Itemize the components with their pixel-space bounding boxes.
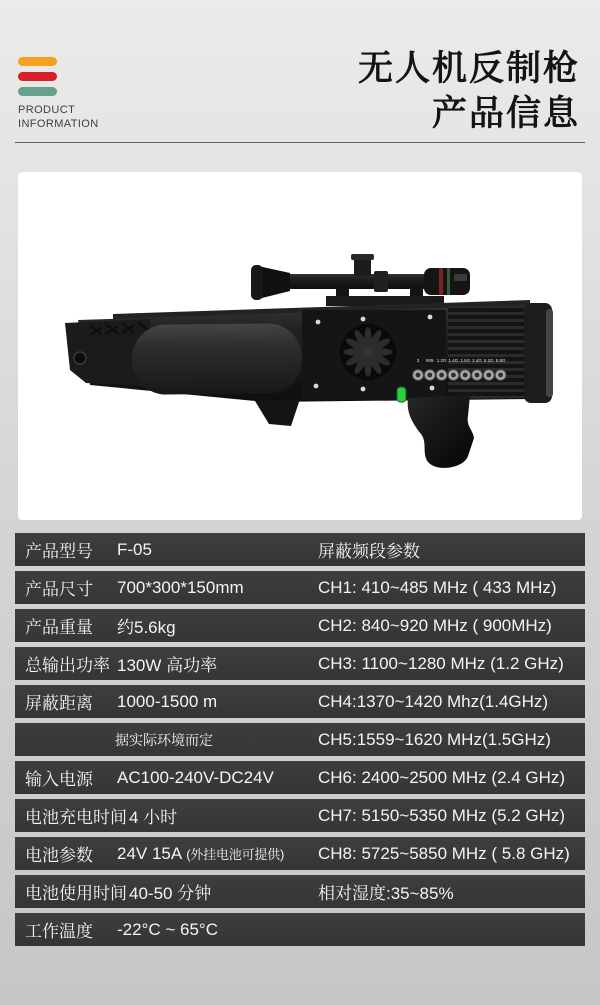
battery-cover xyxy=(132,323,303,395)
spec-right-cell: CH8: 5725~5850 MHz ( 5.8 GHz) xyxy=(318,843,570,863)
logo-caption xyxy=(18,103,99,131)
connector-frequency-label: 3 xyxy=(416,358,420,363)
spec-note: 据实际环境而定 xyxy=(115,731,213,748)
connector-frequency-label: 2.4G xyxy=(472,358,482,363)
page-header xyxy=(0,0,600,143)
connector-frequency-label: 1.5G xyxy=(460,358,471,363)
connector-frequency-label: 5.8G xyxy=(495,358,506,363)
spec-row xyxy=(15,723,585,756)
spec-value: 24V 15A xyxy=(117,843,183,863)
page-title-line1: 无人机反制枪 xyxy=(357,49,580,88)
spec-right-cell: 相对湿度:35~85% xyxy=(318,884,454,903)
logo-bar-orange xyxy=(18,57,57,66)
spec-left-cell xyxy=(15,803,318,828)
drone-jammer-gun-illustration xyxy=(18,172,582,520)
front-grip xyxy=(255,399,300,426)
spec-value: 700*300*150mm xyxy=(117,577,244,597)
spec-label: 输入电源 xyxy=(25,770,93,789)
connector-frequency-label: 5.2G xyxy=(483,358,494,363)
spec-label: 屏蔽距离 xyxy=(25,694,93,713)
spec-left-cell xyxy=(15,613,318,638)
spec-label: 产品重量 xyxy=(25,618,93,637)
product-image-card xyxy=(18,172,582,520)
spec-value: 1000-1500 m xyxy=(117,691,218,711)
spec-right-cell: CH6: 2400~2500 MHz (2.4 GHz) xyxy=(318,767,566,787)
spec-right-cell: CH5:1559~1620 MHz(1.5GHz) xyxy=(318,729,551,749)
spec-row xyxy=(15,609,585,642)
right-end-edge xyxy=(546,309,553,397)
spec-row xyxy=(15,799,585,832)
spec-value: 40-50 分钟 xyxy=(129,884,212,903)
spec-left-cell xyxy=(15,841,318,866)
spec-right-cell: 屏蔽频段参数 xyxy=(318,542,420,561)
spec-left-cell xyxy=(15,689,318,714)
spec-value: 130W 高功率 xyxy=(117,656,218,675)
spec-left-cell xyxy=(15,730,318,750)
spec-left-cell xyxy=(15,537,318,562)
spec-row xyxy=(15,685,585,718)
spec-value: -22°C ~ 65°C xyxy=(117,919,219,939)
logo-bar-teal xyxy=(18,87,57,96)
stock-knob xyxy=(74,352,86,364)
power-button xyxy=(397,387,406,402)
logo-caption-line1: PRODUCT xyxy=(18,104,76,116)
spec-right-cell: CH4:1370~1420 Mhz(1.4GHz) xyxy=(318,691,549,711)
spec-left-cell xyxy=(15,575,318,600)
spec-row xyxy=(15,533,585,566)
heatsink-fins xyxy=(448,305,530,399)
spec-label: 产品尺寸 xyxy=(25,580,93,599)
spec-row xyxy=(15,913,585,946)
spec-label: 电池参数 xyxy=(25,846,93,865)
page-title xyxy=(358,46,580,136)
page-title-line2: 产品信息 xyxy=(431,94,580,133)
spec-label: 总输出功率 xyxy=(25,656,110,675)
connector-frequency-label: 1.4G xyxy=(448,358,459,363)
spec-label: 产品型号 xyxy=(25,542,93,561)
spec-row xyxy=(15,837,585,870)
spec-label: 电池使用时间 xyxy=(25,884,127,903)
spec-value: AC100-240V-DC24V xyxy=(117,767,274,787)
spec-note: (外挂电池可提供) xyxy=(186,847,285,862)
spec-right-cell: CH3: 1100~1280 MHz (1.2 GHz) xyxy=(318,653,564,673)
brand-logo xyxy=(18,57,99,131)
spec-right-cell: CH2: 840~920 MHz ( 900MHz) xyxy=(318,615,552,635)
pistol-grip xyxy=(408,395,474,468)
spec-row xyxy=(15,571,585,604)
spec-label: 电池充电时间 xyxy=(25,808,127,827)
spec-left-cell xyxy=(15,651,318,676)
spec-row xyxy=(15,761,585,794)
spec-label: 工作温度 xyxy=(25,922,93,941)
spec-value: 4 小时 xyxy=(129,808,178,827)
cooling-fan xyxy=(340,324,396,380)
spec-left-cell xyxy=(15,917,318,942)
spec-right-cell: CH1: 410~485 MHz ( 433 MHz) xyxy=(318,577,557,597)
connector-frequency-label: 909 xyxy=(426,358,434,363)
spec-left-cell xyxy=(15,879,318,904)
spec-row xyxy=(15,647,585,680)
logo-bar-red xyxy=(18,72,57,81)
spec-left-cell xyxy=(15,765,318,790)
gun-body xyxy=(65,300,553,426)
connector-frequency-label: 1.2G xyxy=(436,358,447,363)
logo-caption-line2: INFORMATION xyxy=(18,118,99,130)
header-divider xyxy=(15,142,585,143)
spec-row xyxy=(15,875,585,908)
spec-value: F-05 xyxy=(117,539,152,559)
spec-value: 约5.6kg xyxy=(117,618,176,637)
spec-table xyxy=(15,533,585,951)
rifle-scope xyxy=(251,254,470,300)
spec-right-cell: CH7: 5150~5350 MHz (5.2 GHz) xyxy=(318,805,566,825)
